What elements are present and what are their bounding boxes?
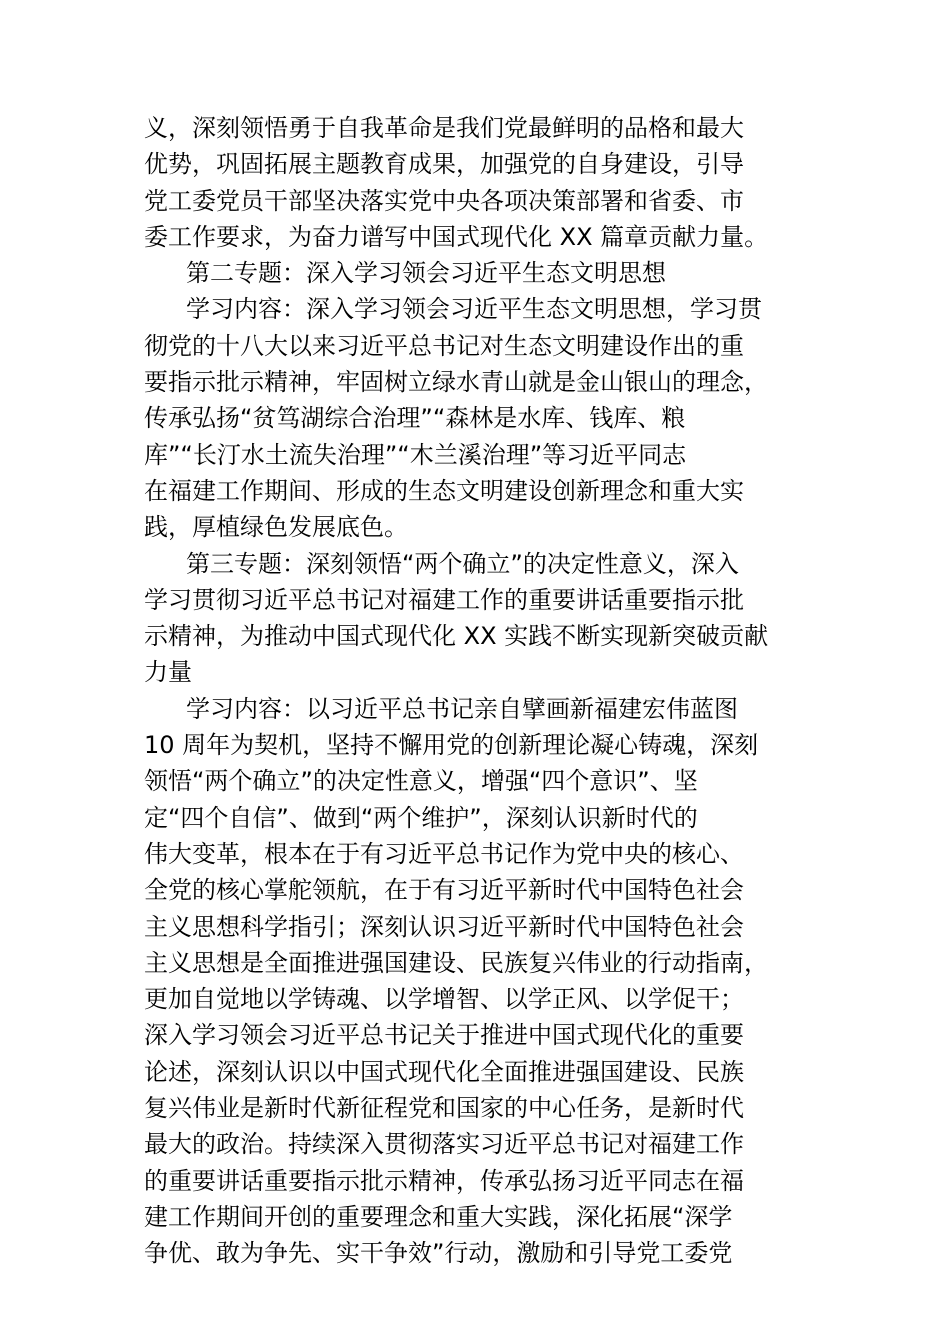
- document-line: 领悟“两个确立”的决定性意义，增强“四个意识”、坚: [144, 767, 698, 796]
- document-line: 力量: [144, 658, 192, 687]
- document-line: 建工作期间开创的重要理念和重大实践，深化拓展“深学: [144, 1202, 733, 1231]
- document-line: 第二专题：深入学习领会习近平生态文明思想: [186, 259, 666, 288]
- document-line: 第三专题：深刻领悟“两个确立”的决定性意义，深入: [186, 549, 739, 578]
- document-line: 学习贯彻习近平总书记对福建工作的重要讲话重要指示批: [144, 585, 744, 614]
- document-line: 优势，巩固拓展主题教育成果，加强党的自身建设，引导: [144, 150, 744, 179]
- document-line: 深入学习领会习近平总书记关于推进中国式现代化的重要: [144, 1021, 744, 1050]
- document-line: 要指示批示精神，牢固树立绿水青山就是金山银山的理念，: [144, 368, 768, 397]
- document-line: 义，深刻领悟勇于自我革命是我们党最鲜明的品格和最大: [144, 114, 744, 142]
- document-line: 最大的政治。持续深入贯彻落实习近平总书记对福建工作: [144, 1130, 744, 1159]
- document-line: 传承弘扬“贫笃湖综合治理”“森林是水库、钱库、粮: [144, 404, 686, 433]
- document-line: 践，厚植绿色发展底色。: [144, 513, 408, 542]
- document-line: 在福建工作期间、形成的生态文明建设创新理念和重大实: [144, 476, 744, 505]
- document-line: 彻党的十八大以来习近平总书记对生态文明建设作出的重: [144, 331, 744, 360]
- document-line: 争优、敢为争先、实干争效”行动，激励和引导党工委党: [144, 1239, 733, 1268]
- document-line: 学习内容：深入学习领会习近平生态文明思想，学习贯: [186, 295, 762, 324]
- document-line: 库”“长汀水土流失治理”“木兰溪治理”等习近平同志: [144, 440, 687, 469]
- document-line: 伟大变革，根本在于有习近平总书记作为党中央的核心、: [144, 839, 744, 868]
- document-line: 定“四个自信”、做到“两个维护”，深刻认识新时代的: [144, 803, 698, 832]
- document-line: 更加自觉地以学铸魂、以学增智、以学正风、以学促干；: [144, 985, 744, 1014]
- document-line: 委工作要求，为奋力谱写中国式现代化 XX 篇章贡献力量。: [144, 222, 769, 251]
- document-line: 全党的核心掌舵领航，在于有习近平新时代中国特色社会: [144, 876, 744, 905]
- document-line: 复兴伟业是新时代新征程党和国家的中心任务，是新时代: [144, 1094, 744, 1123]
- document-line: 10 周年为契机，坚持不懈用党的创新理论凝心铸魂，深刻: [144, 731, 759, 760]
- document-line: 学习内容：以习近平总书记亲自擘画新福建宏伟蓝图: [186, 694, 738, 723]
- document-line: 的重要讲话重要指示批示精神，传承弘扬习近平同志在福: [144, 1166, 744, 1195]
- document-line: 论述，深刻认识以中国式现代化全面推进强国建设、民族: [144, 1057, 744, 1086]
- document-line: 党工委党员干部坚决落实党中央各项决策部署和省委、市: [144, 186, 744, 215]
- document-page: [144, 110, 808, 1272]
- document-line: 主义思想是全面推进强国建设、民族复兴伟业的行动指南，: [144, 948, 768, 977]
- document-line: 主义思想科学指引；深刻认识习近平新时代中国特色社会: [144, 912, 744, 941]
- document-line: 示精神，为推动中国式现代化 XX 实践不断实现新突破贡献: [144, 622, 769, 651]
